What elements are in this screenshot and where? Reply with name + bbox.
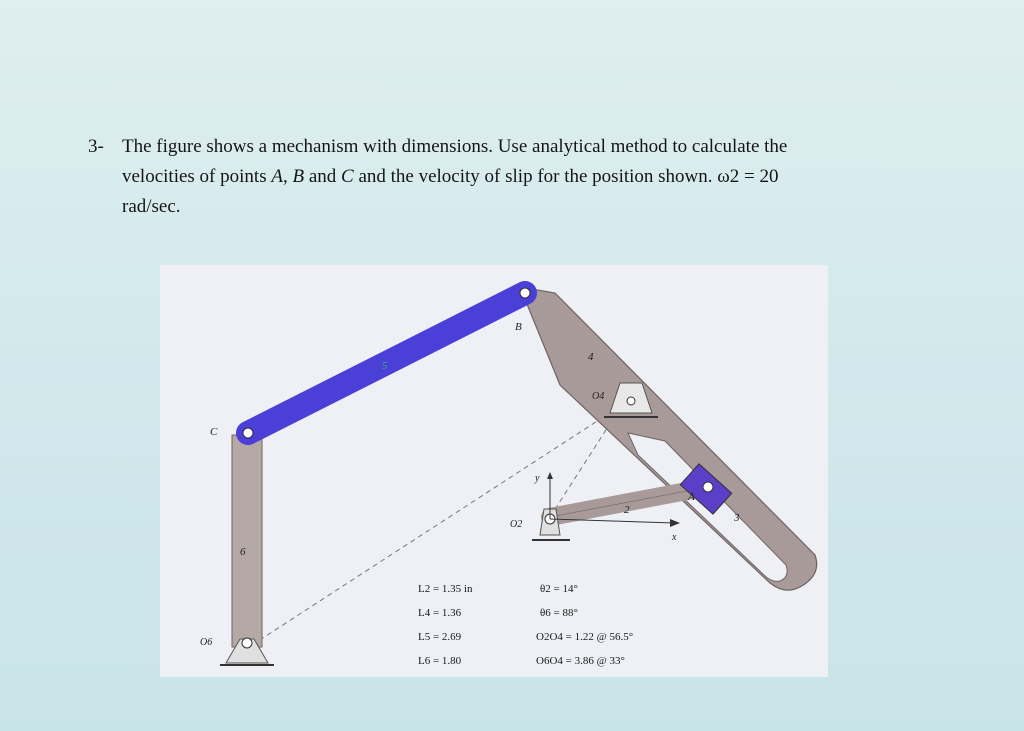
problem-line-3: rad/sec. [122, 196, 181, 217]
label-link-6: 6 [240, 546, 246, 558]
label-link-5: 5 [382, 360, 388, 372]
mechanism-diagram [160, 265, 828, 677]
pivot-o6 [242, 638, 252, 648]
y-axis-arrow [547, 472, 553, 479]
joint-b [520, 288, 530, 298]
label-link-2: 2 [624, 504, 630, 516]
dim-l6: L6 = 1.80 [418, 655, 462, 667]
problem-number: 3- [88, 136, 104, 157]
label-point-c: C [210, 426, 218, 438]
dim-l5: L5 = 2.69 [418, 631, 462, 643]
label-o4: O4 [592, 391, 605, 402]
label-point-b: B [515, 321, 522, 333]
label-axis-y: y [535, 473, 540, 484]
x-axis-arrow [670, 519, 680, 527]
angular-velocity: ω2 = 20 [717, 166, 779, 187]
label-axis-x: x [672, 532, 677, 543]
label-link-4: 4 [588, 351, 594, 363]
problem-text [122, 132, 932, 222]
dim-l2: L2 = 1.35 in [418, 583, 473, 595]
dim-theta6: θ6 = 88° [540, 607, 578, 619]
joint-c [243, 428, 253, 438]
label-o6: O6 [200, 637, 213, 648]
dim-o6o4: O6O4 = 3.86 @ 33° [536, 655, 625, 667]
mechanism-figure [160, 265, 828, 677]
link-6 [232, 435, 262, 647]
label-o2: O2 [510, 519, 523, 530]
link-4 [520, 287, 817, 590]
problem-line-2: velocities of points A, B and C and the velocity of slip for the position shown. ω2 = 20 [122, 166, 779, 187]
dim-theta2: θ2 = 14° [540, 583, 578, 595]
joint-a [703, 482, 713, 492]
label-point-a: A [688, 491, 695, 503]
pivot-o4 [627, 397, 635, 405]
dim-o2o4: O2O4 = 1.22 @ 56.5° [536, 631, 634, 643]
dim-l4: L4 = 1.36 [418, 607, 462, 619]
problem-line-1: The figure shows a mechanism with dimensions. Use analytical method to calculate the [122, 136, 788, 157]
label-link-3: 3 [734, 512, 740, 524]
ground-o6 [220, 638, 274, 665]
